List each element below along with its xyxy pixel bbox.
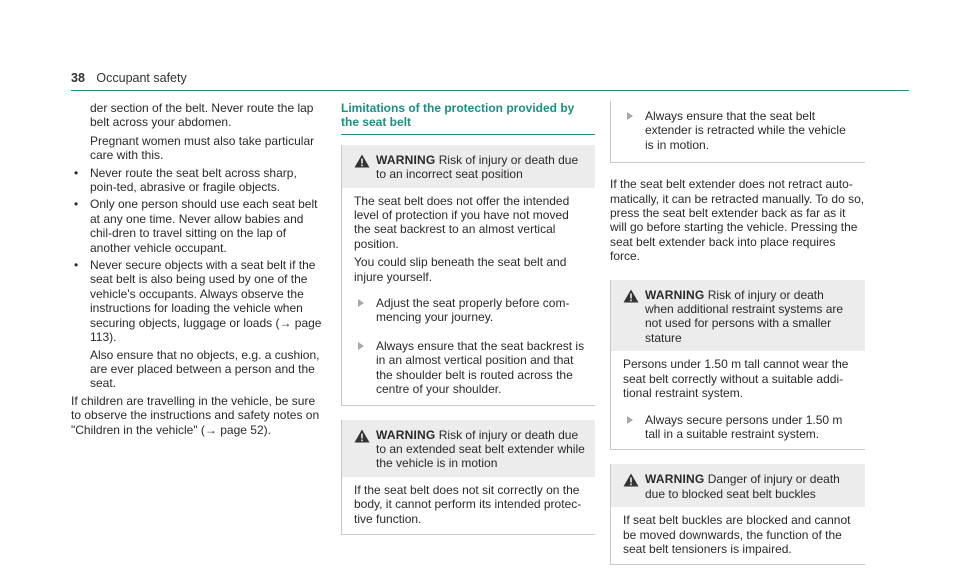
warning-header xyxy=(342,145,595,188)
warning-heading: Risk of injury or death due to an extended seat belt extender while the vehicle is in motion xyxy=(376,427,585,471)
step-text: Always secure persons under 1.50 m tall in a suitable restraint system. xyxy=(645,412,843,441)
warning-label: WARNING xyxy=(376,152,436,167)
warning-paragraph: If the seat belt does not sit correctly on the body, it cannot perform its intended protec-tive function. xyxy=(354,482,582,526)
warning-paragraph: Persons under 1.50 m tall cannot wear the seat belt correctly without a suitable addi-tional restraint system. xyxy=(623,357,849,401)
list-item: • Only one person should use each seat belt at any one time. Never allow babies and chil-dren to travel sitting on the lap of another vehicle occupant. xyxy=(71,197,323,255)
warning-body xyxy=(342,188,595,405)
warning-label: WARNING xyxy=(376,427,436,442)
step-text: Adjust the seat properly before com-mencing your journey. xyxy=(376,296,570,325)
warning-paragraph: If seat belt buckles are blocked and cannot be moved downwards, the function of the seat belt tensioners is impaired. xyxy=(623,513,851,556)
step-item xyxy=(354,339,585,397)
warning-header xyxy=(611,464,865,507)
section-title: Limitations of the protection provided by the seat belt xyxy=(341,101,595,135)
paragraph-lap-belt: der section of the belt. Never route the lap belt across your abdomen. xyxy=(90,101,314,130)
warning-text xyxy=(645,288,855,346)
column-middle xyxy=(341,101,595,549)
warning-box xyxy=(341,145,595,406)
warning-paragraph: The seat belt does not offer the intended level of protection if you have not moved the seat backrest to an almost vertical position. xyxy=(354,193,570,251)
column-right xyxy=(610,101,865,579)
warning-triangle-icon xyxy=(354,429,370,443)
page-header xyxy=(71,71,187,85)
warning-paragraph: You could slip beneath the seat belt and injure yourself. xyxy=(354,255,567,284)
warning-box xyxy=(341,420,595,535)
warning-continuation xyxy=(610,101,865,163)
list-item: • Never secure objects with a seat belt if the seat belt is also being used by one of the vehicle's occupants. Always observe the instructions for loading the vehicle when securing objects, luggage or loads (→ page 113). xyxy=(71,258,323,344)
warning-text xyxy=(376,428,585,471)
paragraph-pregnant: Pregnant women must also take particular care with this. xyxy=(90,133,315,163)
warning-header xyxy=(342,420,595,477)
list-item: • Never route the seat belt across sharp, poin-ted, abrasive or fragile objects. xyxy=(71,166,323,195)
chapter-title: Occupant safety xyxy=(96,71,187,85)
step-arrow-icon xyxy=(627,112,633,120)
step-arrow-icon xyxy=(358,299,364,307)
warning-triangle-icon xyxy=(354,154,370,168)
paragraph-extender: If the seat belt extender does not retract auto-matically, it can be retracted manually. To do so, press the seat belt extender back as far as it will go before starting the vehicle. Pressing the seat belt extender back into place requires force. xyxy=(610,177,865,264)
warning-heading: Risk of injury or death due to an incorrect seat position xyxy=(376,152,579,182)
warning-header xyxy=(611,280,865,352)
paragraph-children: If children are travelling in the vehicle, be sure to observe the instructions and safety notes on "Children in the vehicle" (→ page 52). xyxy=(71,393,320,437)
warning-body xyxy=(342,477,595,534)
warning-box xyxy=(610,464,865,565)
warning-triangle-icon xyxy=(623,473,639,487)
warning-text xyxy=(376,153,585,182)
step-arrow-icon xyxy=(358,342,364,350)
paragraph-cushion: Also ensure that no objects, e.g. a cushion, are ever placed between a person and the seat. xyxy=(90,347,320,391)
step-item xyxy=(623,109,855,152)
step-arrow-icon xyxy=(627,416,633,424)
warning-label: WARNING xyxy=(645,287,705,302)
warning-box xyxy=(610,280,865,451)
warning-label: WARNING xyxy=(645,472,705,487)
warning-heading: Risk of injury or death when additional restraint systems are not used for persons with a smaller stature xyxy=(645,287,844,345)
warning-body xyxy=(611,507,865,564)
warning-triangle-icon xyxy=(623,289,639,303)
warning-heading: Danger of injury or death due to blocked seat belt buckles xyxy=(645,472,840,501)
warning-body xyxy=(611,351,865,449)
header-divider xyxy=(71,90,909,91)
warning-text xyxy=(645,472,855,501)
column-left xyxy=(71,101,323,437)
step-item xyxy=(623,413,855,442)
step-text: Always ensure that the seat belt extender is retracted while the vehicle is in motion. xyxy=(645,109,846,152)
step-text: Always ensure that the seat backrest is in an almost vertical position and that the shoulder belt is routed across the centre of your shoulder. xyxy=(376,338,585,397)
step-item xyxy=(354,296,585,325)
page-number: 38 xyxy=(71,71,85,85)
